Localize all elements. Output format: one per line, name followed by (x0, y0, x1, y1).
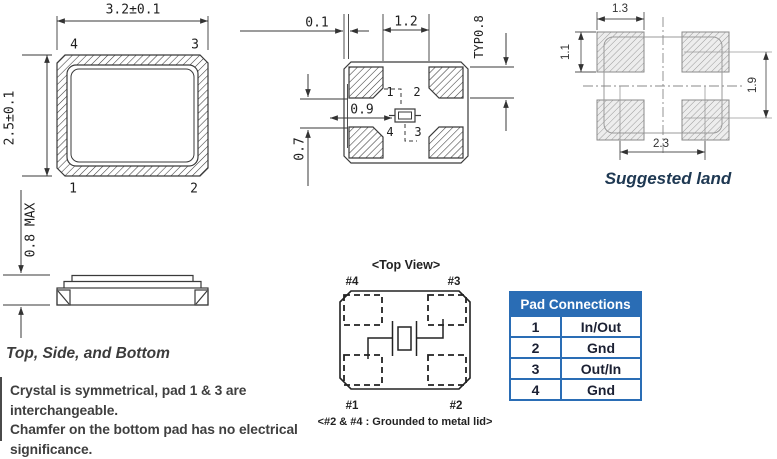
views-caption: Top, Side, and Bottom (6, 345, 170, 363)
schematic-pad-2-label: #2 (450, 400, 463, 412)
top-view-pad-4-label: 4 (70, 38, 78, 53)
bottom-view-pad-2-label: 2 (413, 85, 420, 99)
land-pattern-drawing (575, 12, 772, 160)
table-row (510, 379, 641, 400)
dim-land-pad-height: 1.1 (560, 44, 572, 60)
note-line-2: Chamfer on the bottom pad has no electrical (10, 420, 355, 440)
bottom-view-pad-1-label: 1 (386, 85, 393, 99)
bottom-view-pad-3-label: 3 (414, 125, 421, 139)
pad-number-cell: 3 (510, 358, 561, 379)
top-view-schematic-drawing (340, 291, 470, 389)
table-row (510, 316, 641, 337)
dim-pad-gap: 1.2 (394, 15, 417, 30)
dim-package-max-height: 0.8 MAX (24, 203, 39, 258)
dim-land-pad-width: 1.3 (612, 3, 628, 15)
note-line-1: Crystal is symmetrical, pad 1 & 3 are interchangeable. (10, 381, 355, 420)
dim-land-pitch-vertical: 1.9 (747, 77, 759, 93)
dim-edge-gap: 0.1 (305, 16, 328, 31)
table-row (510, 358, 641, 379)
top-view-pad-1-label: 1 (69, 182, 77, 197)
dim-pad-height-typ: TYP0.8 (472, 15, 486, 58)
dim-offset: 0.9 (350, 103, 373, 118)
schematic-title: <Top View> (372, 258, 440, 272)
pad-connections-table (509, 291, 642, 401)
pad-number-cell: 1 (510, 316, 561, 337)
pad-connections-title: Pad Connections (510, 292, 641, 316)
dim-package-height: 2.5±0.1 (3, 91, 18, 146)
schematic-pad-4-label: #4 (346, 276, 359, 288)
bottom-view-pad-4-label: 4 (386, 125, 393, 139)
land-pattern-caption: Suggested land (605, 169, 732, 189)
pad-connection-cell: Gnd (561, 379, 641, 400)
pad-connection-cell: Gnd (561, 337, 641, 358)
pad-number-cell: 2 (510, 337, 561, 358)
dim-row-gap: 0.7 (293, 137, 308, 160)
dim-land-pitch-horizontal: 2.3 (653, 138, 669, 150)
symmetry-note (0, 377, 355, 441)
schematic-pad-1-label: #1 (346, 400, 359, 412)
table-row (510, 337, 641, 358)
note-line-3: significance. (10, 440, 355, 459)
dim-package-width: 3.2±0.1 (106, 3, 161, 18)
package-top-view-drawing (22, 16, 208, 176)
pad-connection-cell: Out/In (561, 358, 641, 379)
schematic-pad-3-label: #3 (448, 276, 461, 288)
table-header-row (510, 292, 641, 316)
top-view-pad-2-label: 2 (190, 182, 198, 197)
top-view-pad-3-label: 3 (191, 38, 199, 53)
schematic-footnote: <#2 & #4 : Grounded to metal lid> (318, 416, 493, 428)
pad-connection-cell: In/Out (561, 316, 641, 337)
pad-number-cell: 4 (510, 379, 561, 400)
